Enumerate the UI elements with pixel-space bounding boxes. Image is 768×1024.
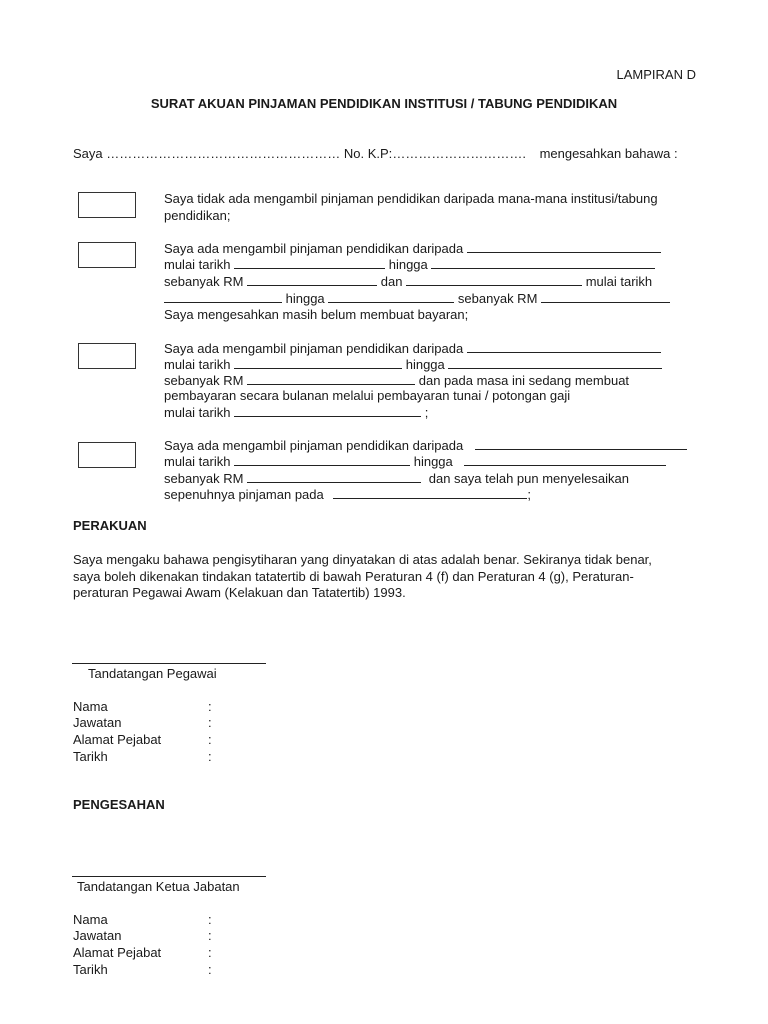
option3-row3 — [164, 372, 629, 389]
intro-line — [73, 146, 678, 162]
option4-hingga-label: hingga — [413, 454, 453, 469]
option4-institution-field[interactable] — [475, 437, 687, 450]
signature1-line[interactable] — [72, 663, 266, 664]
option2-institution2-field[interactable] — [406, 273, 582, 286]
perakuan-heading: PERAKUAN — [73, 518, 147, 533]
perakuan-line2: saya boleh dikenakan tindakan tatatertib di bawah Peraturan 4 (f) dan Peraturan 4 (g), Peraturan- — [73, 569, 634, 584]
option4-checkbox[interactable] — [78, 442, 136, 468]
option1-line2: pendidikan; — [164, 208, 231, 223]
option2-amount2-field[interactable] — [541, 290, 670, 303]
sig2-colon: : — [208, 912, 212, 927]
signature2-line[interactable] — [72, 876, 266, 877]
option2-amount-label: sebanyak RM — [164, 274, 244, 289]
document-title: SURAT AKUAN PINJAMAN PENDIDIKAN INSTITUSI / TABUNG PENDIDIKAN — [150, 96, 618, 111]
signature1-label: Tandatangan Pegawai — [88, 666, 217, 681]
sig1-colon: : — [208, 749, 212, 764]
option1-checkbox[interactable] — [78, 192, 136, 218]
intro-saya: Saya — [73, 146, 103, 161]
sig2-colon: : — [208, 962, 212, 977]
option3-row1 — [164, 340, 661, 357]
option2-start-date2-field[interactable] — [164, 290, 282, 303]
sig1-field-alamat: Alamat Pejabat — [73, 732, 162, 747]
nokp-label: No. K.P: — [343, 146, 393, 161]
option2-text: Saya ada mengambil pinjaman pendidikan daripada — [164, 241, 464, 256]
option3-hingga-label: hingga — [405, 357, 445, 372]
option4-end-date-field[interactable] — [464, 453, 666, 466]
pengesahan-heading: PENGESAHAN — [73, 797, 165, 812]
perakuan-line1: Saya mengaku bahawa pengisytiharan yang dinyatakan di atas adalah benar. Sekiranya tidak benar, — [73, 552, 652, 567]
option3-mulai2-label: mulai tarikh — [164, 405, 231, 420]
option2-hingga2-label: hingga — [285, 291, 325, 306]
option4-row3 — [164, 470, 629, 487]
option1-line1: Saya tidak ada mengambil pinjaman pendidikan daripada mana-mana institusi/tabung — [164, 191, 658, 206]
sig2-field-alamat: Alamat Pejabat — [73, 945, 162, 960]
perakuan-line3: peraturan Pegawai Awam (Kelakuan dan Tatatertib) 1993. — [73, 585, 406, 600]
option3-mulai-label: mulai tarikh — [164, 357, 231, 372]
sig1-field-nama: Nama — [73, 699, 108, 714]
option2-institution-field[interactable] — [467, 240, 661, 253]
sig1-colon: : — [208, 699, 212, 714]
option4-end-punct: ; — [527, 487, 531, 502]
option2-checkbox[interactable] — [78, 242, 136, 268]
option3-end-punct: ; — [424, 405, 429, 420]
option2-row3 — [164, 273, 652, 290]
sig1-colon: : — [208, 715, 212, 730]
option4-row4 — [164, 486, 531, 503]
option4-mulai-label: mulai tarikh — [164, 454, 231, 469]
name-field[interactable]: ……………………………………………… — [106, 146, 341, 161]
option2-end-date-field[interactable] — [431, 256, 655, 269]
option3-payment-start-field[interactable] — [234, 404, 421, 417]
option2-dan-label: dan — [380, 274, 403, 289]
sig2-colon: : — [208, 945, 212, 960]
signature2-label: Tandatangan Ketua Jabatan — [77, 879, 240, 894]
option2-amount-field[interactable] — [247, 273, 377, 286]
option3-start-date-field[interactable] — [234, 356, 402, 369]
nokp-field[interactable]: …………………………. — [392, 146, 526, 161]
option4-start-date-field[interactable] — [234, 453, 410, 466]
option2-mulai-label: mulai tarikh — [164, 257, 231, 272]
sig1-field-jawatan: Jawatan — [73, 715, 122, 730]
option2-last-line: Saya mengesahkan masih belum membuat bayaran; — [164, 307, 469, 322]
option3-row5 — [164, 404, 428, 421]
option2-row4 — [164, 290, 670, 307]
sig2-field-jawatan: Jawatan — [73, 928, 122, 943]
option2-start-date-field[interactable] — [234, 256, 385, 269]
sig1-colon: : — [208, 732, 212, 747]
option2-row2 — [164, 256, 655, 273]
sig2-field-tarikh: Tarikh — [73, 962, 108, 977]
option4-amount-field[interactable] — [247, 470, 421, 483]
option3-end-date-field[interactable] — [448, 356, 662, 369]
option3-amount-label: sebanyak RM — [164, 373, 244, 388]
option2-end-date2-field[interactable] — [328, 290, 454, 303]
option4-row1 — [164, 437, 687, 454]
option2-hingga-label: hingga — [388, 257, 428, 272]
option3-line4: pembayaran secara bulanan melalui pembayaran tunai / potongan gaji — [164, 388, 571, 403]
option2-amount2-label: sebanyak RM — [457, 291, 538, 306]
option3-institution-field[interactable] — [467, 340, 661, 353]
option4-line4-text: sepenuhnya pinjaman pada — [164, 487, 324, 502]
option3-checkbox[interactable] — [78, 343, 136, 369]
sig2-colon: : — [208, 928, 212, 943]
option4-settled-date-field[interactable] — [333, 486, 527, 499]
option3-text: Saya ada mengambil pinjaman pendidikan daripada — [164, 341, 464, 356]
lampiran-label: LAMPIRAN D — [616, 67, 696, 82]
option4-row2 — [164, 453, 666, 470]
option2-row1 — [164, 240, 661, 257]
confirm-text: mengesahkan bahawa : — [539, 146, 678, 161]
option3-row2 — [164, 356, 662, 373]
option4-text: Saya ada mengambil pinjaman pendidikan daripada — [164, 438, 464, 453]
option4-dan-text: dan saya telah pun menyelesaikan — [428, 471, 629, 486]
sig1-field-tarikh: Tarikh — [73, 749, 108, 764]
option3-amount-field[interactable] — [247, 372, 415, 385]
option2-mulai2-label: mulai tarikh — [585, 274, 653, 289]
sig2-field-nama: Nama — [73, 912, 108, 927]
option4-amount-label: sebanyak RM — [164, 471, 244, 486]
option3-dan-text: dan pada masa ini sedang membuat — [418, 373, 630, 388]
